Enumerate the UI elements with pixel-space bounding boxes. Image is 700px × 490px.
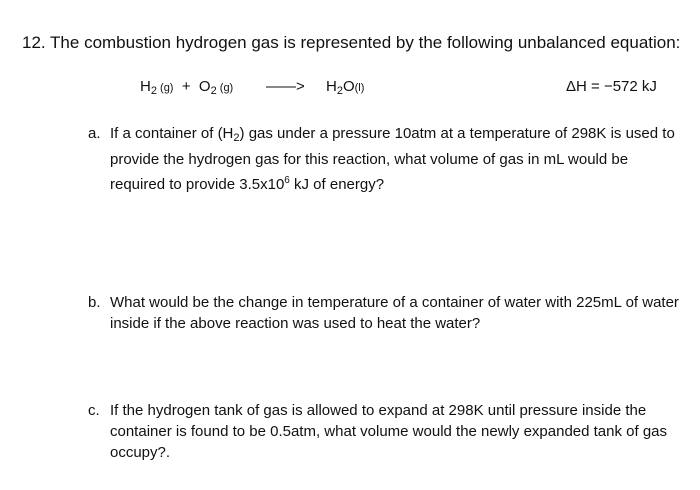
h2-subscript: 2 <box>150 85 157 97</box>
part-a-text-2: ) gas under a pressure 10atm at a temperature of 298K is used to provide the hydrogen gas for this reaction, what volume of gas in mL would be required to provide 3.5x10 <box>110 125 675 193</box>
part-c-letter: c. <box>88 402 100 419</box>
o2-subscript: 2 <box>210 85 217 97</box>
part-a <box>88 123 688 193</box>
reactant-h2 <box>140 78 173 95</box>
h2-state: (g) <box>156 82 174 94</box>
part-b-letter: b. <box>88 294 101 311</box>
h2o-state: (l) <box>354 82 365 94</box>
part-a-text-1: If a container of (H <box>110 125 234 142</box>
part-c-text: If the hydrogen tank of gas is allowed to expand at 298K until pressure inside the container is found to be 0.5atm, what volume would the newly expanded tank of gas occupy?. <box>110 402 668 461</box>
h2o-oxygen: O <box>342 78 355 95</box>
o2-state: (g) <box>216 82 234 94</box>
question-title: 12. The combustion hydrogen gas is represented by the following unbalanced equation: <box>22 33 681 52</box>
h2o-subscript: 2 <box>336 85 343 97</box>
o2-symbol: O <box>198 78 211 95</box>
part-a-text <box>110 123 685 195</box>
product-h2o <box>326 78 364 97</box>
enthalpy-change: ΔH = −572 kJ <box>566 78 657 95</box>
chemical-equation <box>0 78 700 102</box>
part-c <box>88 400 688 470</box>
part-a-superscript: 6 <box>284 175 290 186</box>
part-a-subscript: 2 <box>233 132 240 144</box>
part-a-text-3: kJ of energy? <box>289 176 385 193</box>
h2o-symbol: H <box>326 78 337 95</box>
plus-sign: + <box>181 78 191 95</box>
h2-symbol: H <box>140 78 151 95</box>
reaction-arrow: ——> <box>266 78 305 95</box>
reactant-o2 <box>199 78 233 95</box>
part-b-text: What would be the change in temperature of a container of water with 225mL of water inside if the above reaction was used to heat the water? <box>110 294 679 332</box>
equation-reactants <box>140 78 233 97</box>
part-a-letter: a. <box>88 125 101 142</box>
part-b <box>88 292 688 342</box>
